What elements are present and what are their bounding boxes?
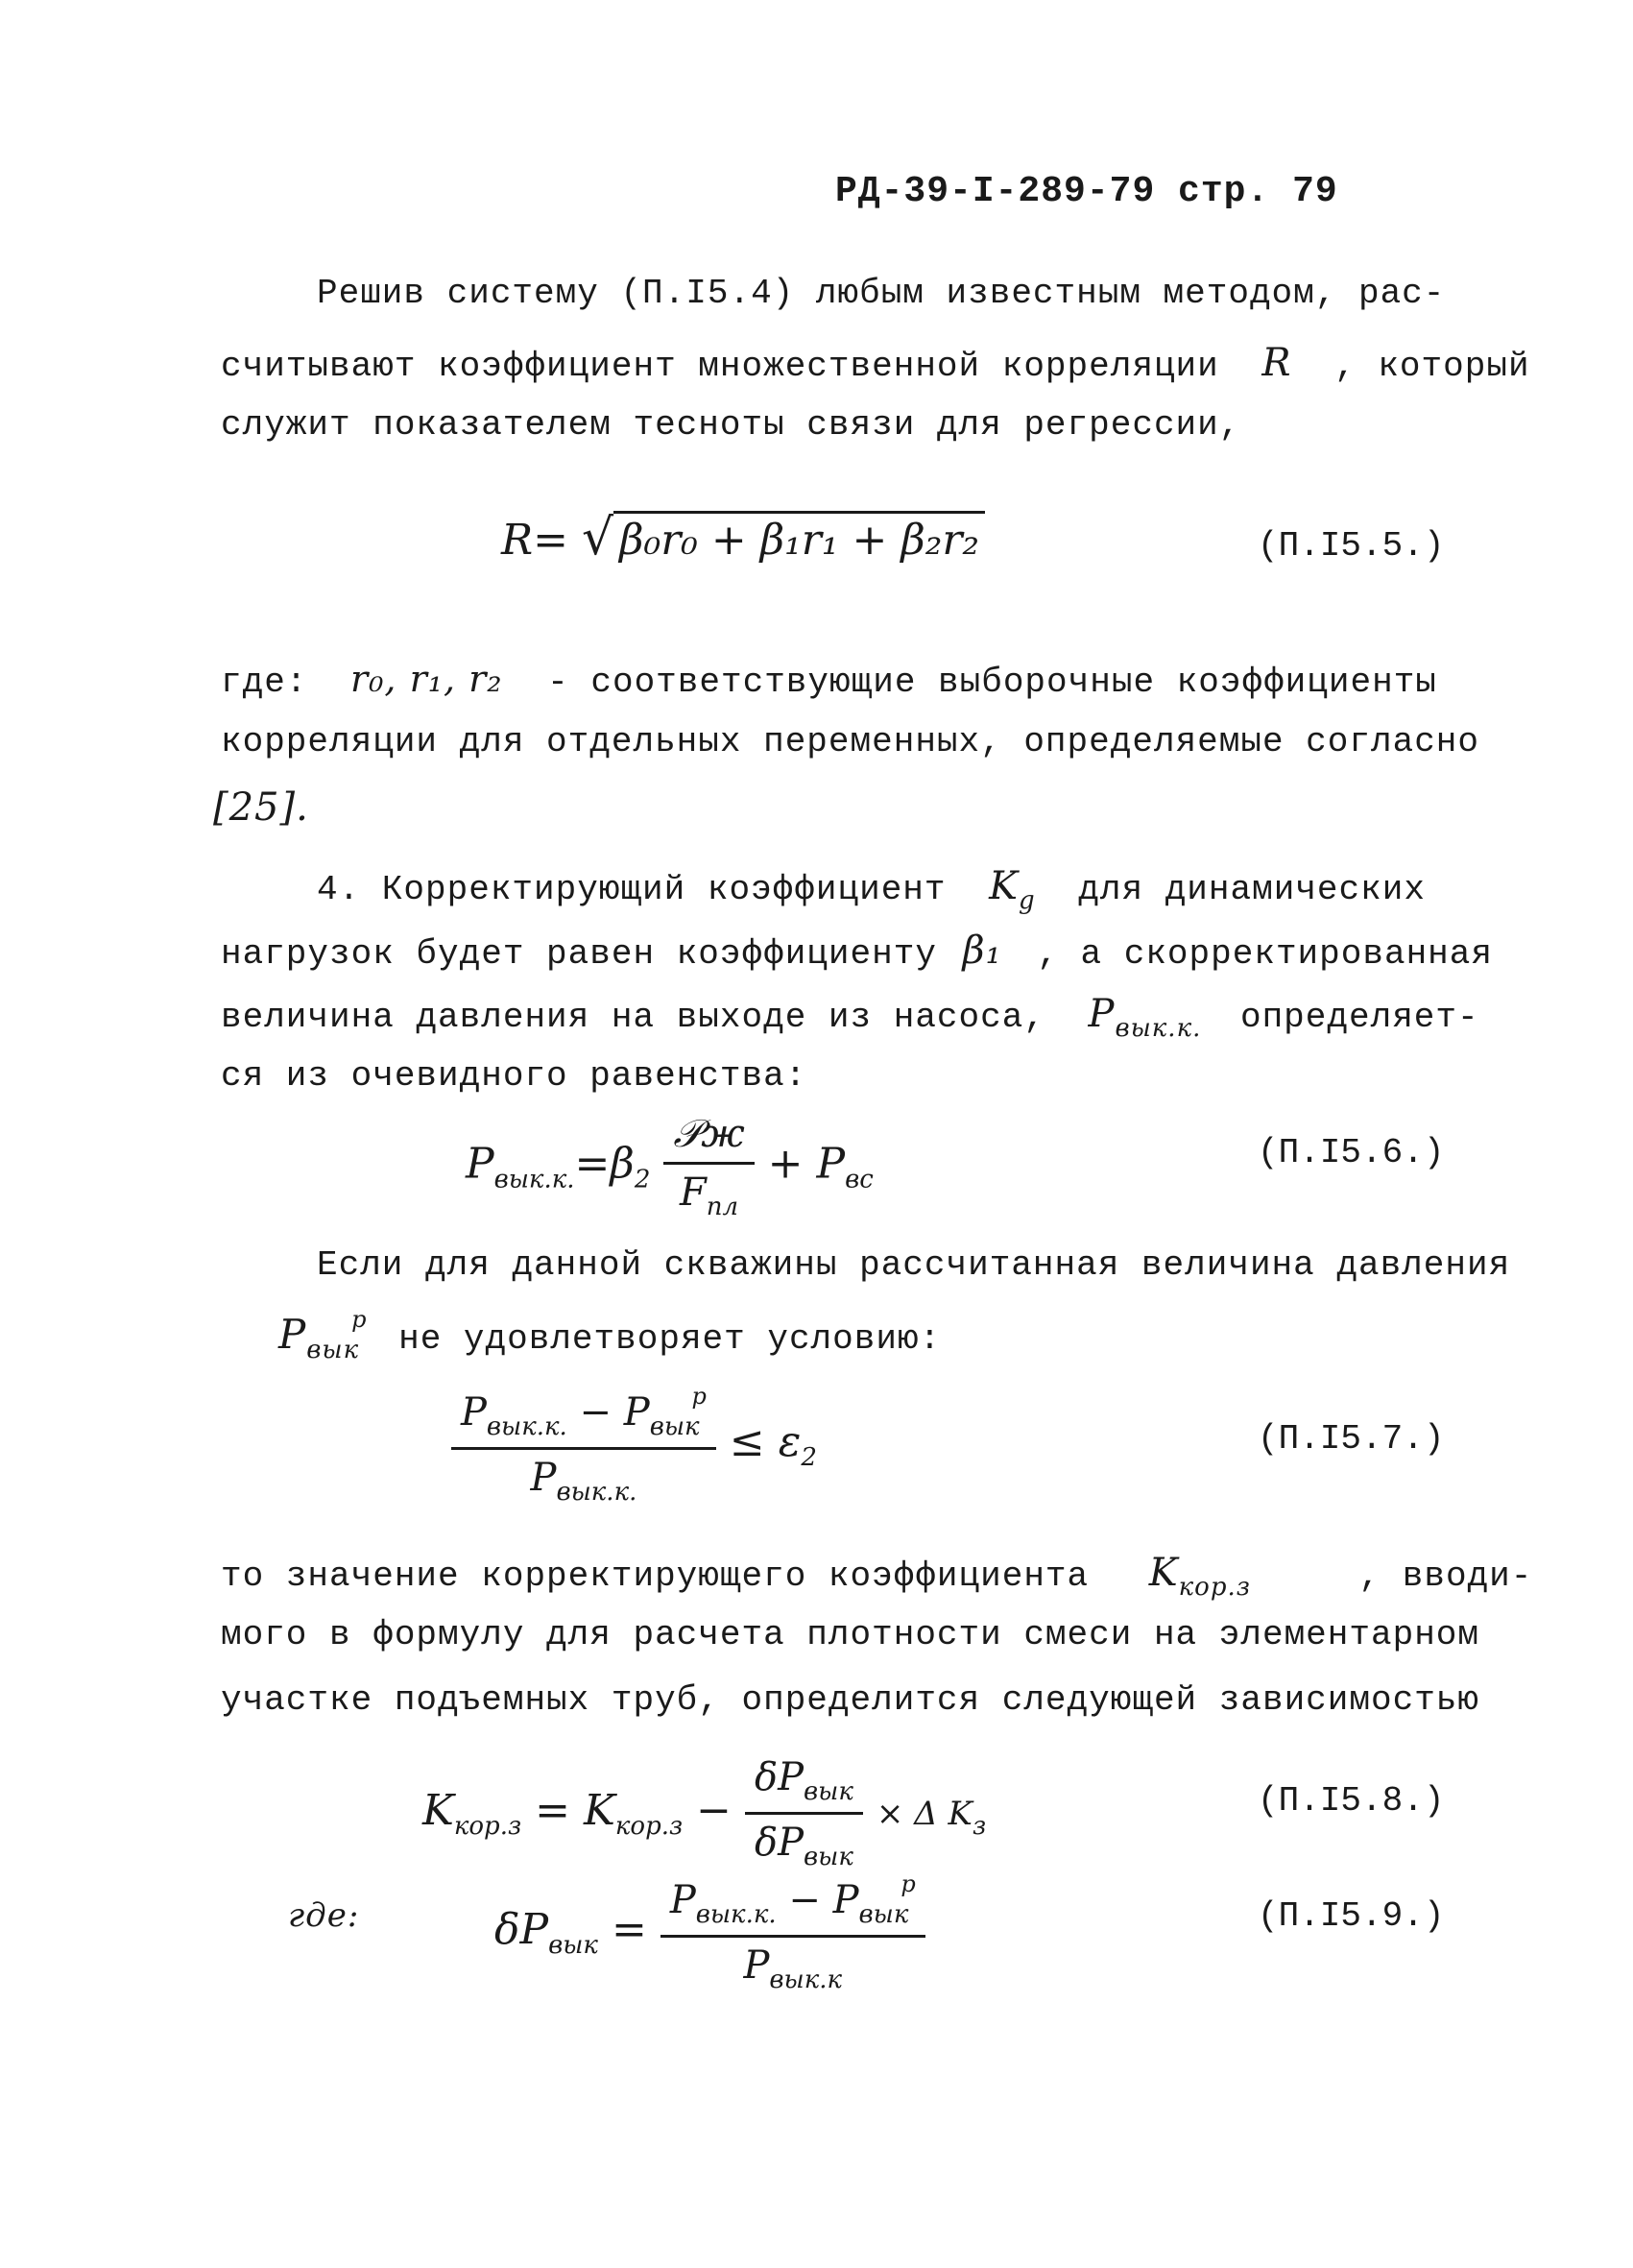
text-line: корреляции для отдельных переменных, определяемые согласно [221, 722, 1480, 761]
text-line [221, 341, 1530, 386]
text-fragment: определяет- [1239, 998, 1479, 1037]
numerator: 𝒫ж [663, 1112, 754, 1165]
equation-15-9: $\delta P_{вык}$ = $\frac{P_{вык.к.} - P_{вык}^р}{P_{вык.к}}$ [494, 1870, 925, 1994]
text-fragment: величина давления на выходе из насоса, [221, 998, 1045, 1037]
text-fragment: - соответствующие выборочные коэффициенты [547, 663, 1437, 702]
equation-15-6: $P_{вык.к.}=\beta_2$ $\frac{\text{𝒫ж}}{F_{пл}}$ + $P_{вс}$ [466, 1112, 874, 1221]
denominator: $F_{пл}$ [679, 1170, 739, 1221]
denominator: $\delta P_{вык}$ [755, 1821, 853, 1871]
text-line [221, 658, 1437, 702]
equation-number: (П.I5.9.) [1258, 1896, 1445, 1936]
symbol-r-list: r₀, r₁, r₂ [350, 658, 503, 700]
equation-number: (П.I5.8.) [1258, 1781, 1445, 1821]
reference: [25]. [213, 785, 309, 830]
text-fragment: считывают коэффициент множественной корреляции [221, 347, 1219, 386]
text-fragment: то значение корректирующего коэффициента [221, 1556, 1090, 1596]
text-line [221, 929, 1493, 974]
radicand: β₀r₀ + β₁r₁ + β₂r₂ [613, 511, 985, 565]
numerator: $P_{вык.к.} - P_{вык}^р$ [451, 1383, 716, 1450]
numerator: $\delta P_{вык}$ [745, 1755, 863, 1815]
symbol-k-kor3: $K_{кор.з}$ [1148, 1551, 1251, 1602]
text-line [317, 864, 1426, 915]
page-header: РД-39-I-289-79 стр. 79 [835, 171, 1338, 212]
text-line: участке подъемных труб, определится следующей зависимостью [221, 1680, 1480, 1720]
where-label: где: [288, 1896, 360, 1935]
eq-lhs: R= [501, 516, 568, 565]
symbol-kg: $K_g$ [989, 864, 1036, 915]
denominator: $P_{вык.к.}$ [530, 1456, 637, 1507]
text-fragment: , который [1334, 347, 1530, 386]
equation-15-8: $K_{кор.з} = K_{кор.з}$ − $\frac{\delta P_{вык}}{\delta P_{вык}}$ × Δ $K_з$ [422, 1755, 987, 1871]
equation-number: (П.I5.5.) [1258, 526, 1445, 566]
text-line [278, 1306, 941, 1364]
text-fragment: для динамических [1078, 870, 1426, 909]
equation-number: (П.I5.6.) [1258, 1133, 1445, 1172]
equation-15-5 [501, 509, 985, 567]
text-fragment: нагрузок будет равен коэффициенту [221, 934, 937, 974]
equation-15-7: $\frac{P_{вык.к.} - P_{вык}^р}{P_{вык.к.}}$ ≤ $\varepsilon_2$ [451, 1383, 817, 1507]
text-line [221, 1551, 1532, 1602]
text-fragment: 4. Корректирующий коэффициент [317, 870, 947, 909]
text-line: служит показателем тесноты связи для регрессии, [221, 405, 1241, 445]
numerator: $P_{вык.к.} - P_{вык}^р$ [660, 1870, 925, 1938]
text-line: мого в формулу для расчета плотности смеси на элементарном [221, 1615, 1480, 1654]
symbol-beta1: β₁ [962, 929, 1002, 973]
fraction [660, 1870, 925, 1994]
symbol-p-vyk-p: $P_{вык}^р$ [278, 1306, 368, 1364]
fraction [663, 1112, 754, 1221]
fraction [745, 1755, 863, 1871]
fraction [451, 1383, 716, 1507]
symbol-p-vyk-k: $P_{вык.к.}$ [1088, 992, 1202, 1043]
text-fragment: где: [221, 663, 308, 702]
text-line [221, 992, 1479, 1043]
equation-number: (П.I5.7.) [1258, 1419, 1445, 1459]
text-fragment: не удовлетворяет условию: [398, 1319, 942, 1359]
symbol-R: R [1261, 341, 1292, 385]
text-fragment: , вводи- [1358, 1556, 1533, 1596]
text-fragment: , а скорректированная [1037, 934, 1493, 974]
denominator: $P_{вык.к}$ [743, 1943, 843, 1994]
text-line: Решив систему (П.I5.4) любым известным методом, рас- [317, 274, 1446, 313]
text-line: Если для данной скважины рассчитанная величина давления [317, 1245, 1511, 1285]
sqrt-sign: √ [582, 509, 614, 567]
text-line: ся из очевидного равенства: [221, 1056, 807, 1096]
